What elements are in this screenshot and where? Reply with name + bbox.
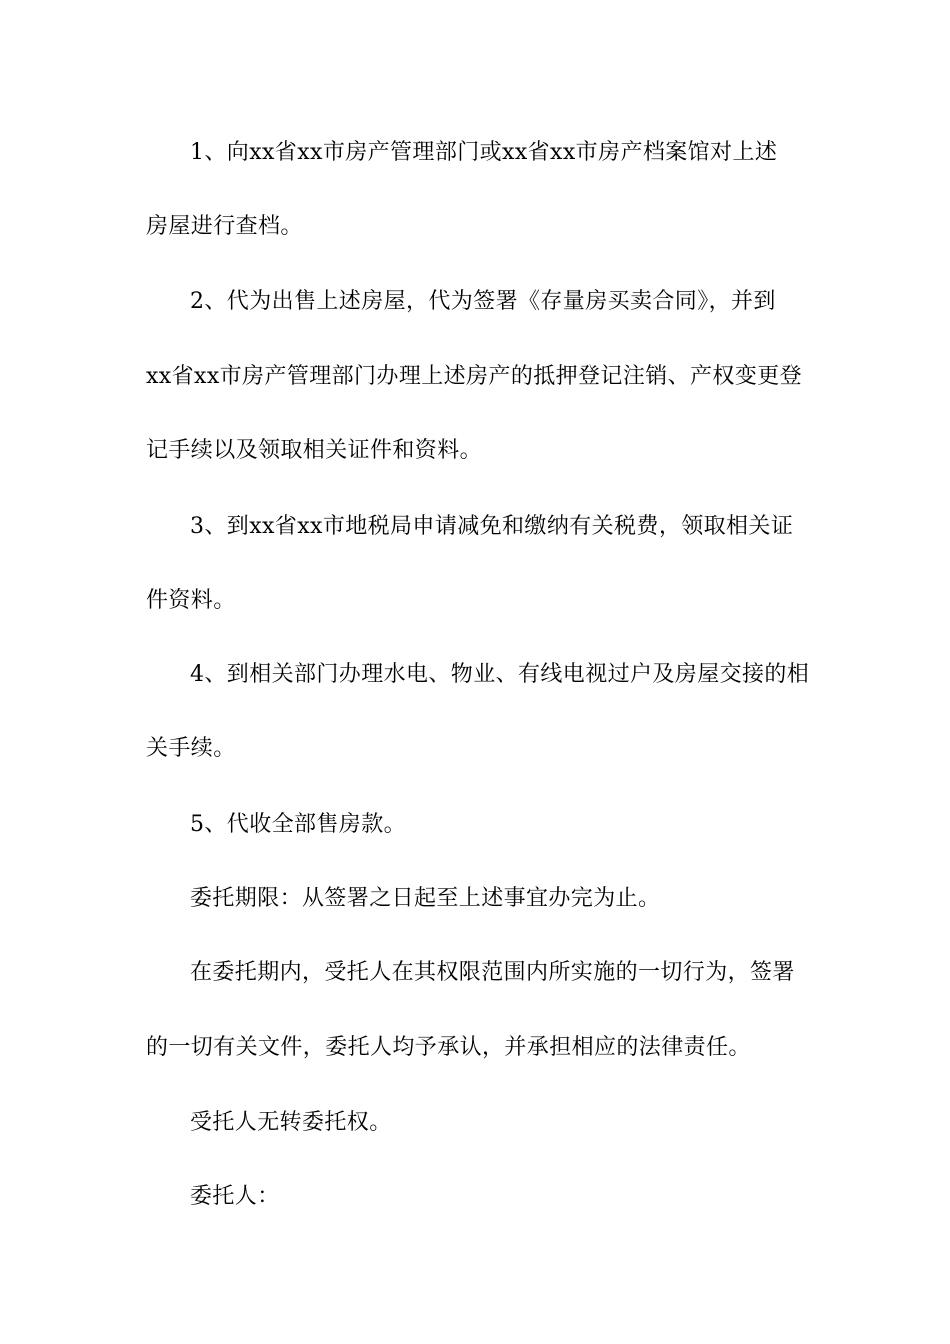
item-3-line-1: 3、到xx省xx市地税局申请减免和缴纳有关税费，领取相关证 — [190, 514, 794, 539]
item-4-line-1: 4、到相关部门办理水电、物业、有线电视过户及房屋交接的相 — [190, 662, 810, 687]
item-2-line-2: xx省xx市房产管理部门办理上述房产的抵押登记注销、产权变更登 — [146, 364, 803, 389]
item-2-line-1: 2、代为出售上述房屋，代为签署《存量房买卖合同》，并到 — [190, 289, 776, 314]
item-2-line-3: 记手续以及领取相关证件和资料。 — [146, 438, 483, 463]
item-1-line-1: 1、向xx省xx市房产管理部门或xx省xx市房产档案馆对上述 — [190, 140, 778, 165]
term-paragraph: 委托期限：从签署之日起至上述事宜办完为止。 — [190, 886, 661, 911]
item-4-line-2: 关手续。 — [146, 736, 236, 761]
responsibility-line-1: 在委托期内，受托人在其权限范围内所实施的一切行为，签署 — [190, 960, 795, 985]
item-3-line-2: 件资料。 — [146, 588, 236, 613]
item-1-line-2: 房屋进行查档。 — [146, 214, 303, 239]
responsibility-line-2: 的一切有关文件，委托人均予承认，并承担相应的法律责任。 — [146, 1035, 751, 1060]
item-5-line-1: 5、代收全部售房款。 — [190, 812, 406, 837]
no-sub-delegation-paragraph: 受托人无转委托权。 — [190, 1110, 392, 1135]
principal-label: 委托人： — [190, 1184, 280, 1209]
